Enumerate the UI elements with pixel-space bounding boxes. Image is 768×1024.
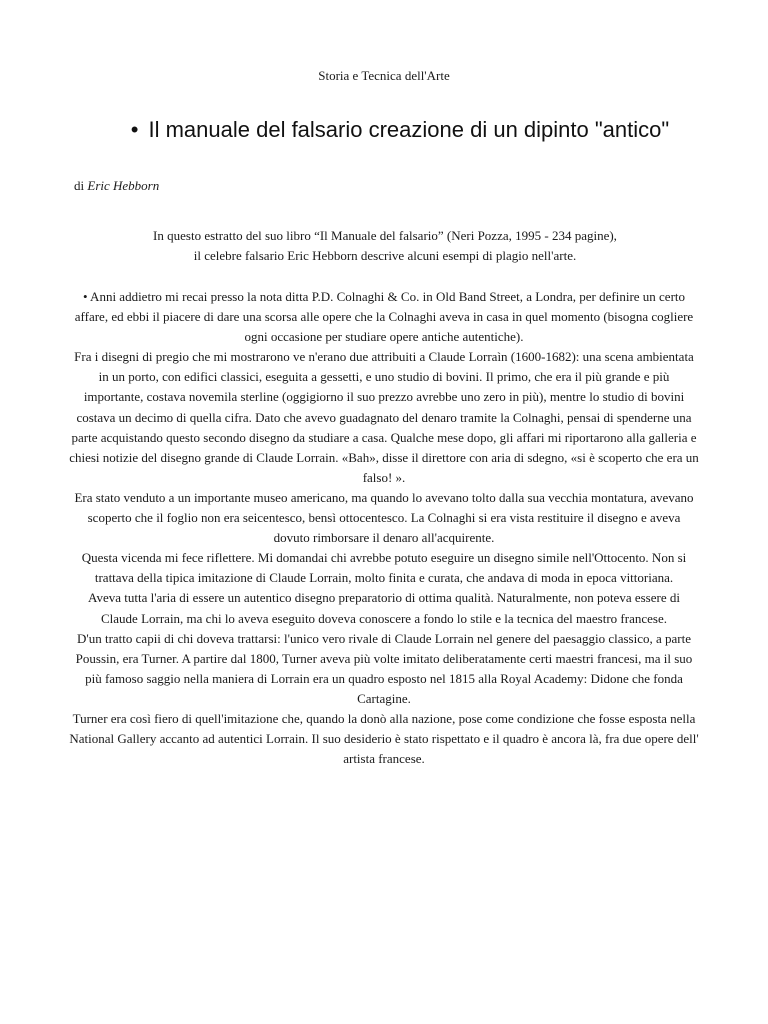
body-paragraph: • Anni addietro mi recai presso la nota ditta P.D. Colnaghi & Co. in Old Band Street, a Londra, per definire un certo affare, ed ebbi il piacere di dare una scorsa alle opere che la Colnaghi aveva in casa in quel momento (bisogna cogliere ogni occasione per studiare opere antiche autentiche).	[74, 289, 694, 345]
article-body	[68, 287, 700, 769]
title-text: Il manuale del falsario creazione di un dipinto "antico"	[148, 117, 670, 142]
article-title	[120, 116, 680, 144]
author-name: Eric Hebborn	[87, 178, 160, 193]
title-bullet: •	[130, 117, 139, 142]
body-paragraph: Era stato venduto a un importante museo americano, ma quando lo avevano tolto dalla sua vecchia montatura, avevano scoperto che il foglio non era seicentesco, bensì ottocentesco. La Colnaghi si era vista restituire il disegno e aveva dovuto rimborsare il denaro all'acquirente.	[74, 489, 694, 546]
page-header: Storia e Tecnica dell'Arte	[318, 68, 450, 83]
intro-text	[60, 226, 710, 265]
body-paragraph: Turner era così fiero di quell'imitazione che, quando la donò alla nazione, pose come condizione che fosse esposta nella National Gallery accanto ad autentici Lorrain. Il suo desiderio è stato rispettato e il quadro è ancora là, fra due opere dell' artista francese.	[69, 710, 699, 767]
body-paragraph: Fra i disegni di pregio che mi mostrarono ve n'erano due attribuiti a Claude Lorraìn (1600-1682): una scena ambientata in un porto, con edifici classici, eseguita a gessetti, e uno studio di bovini. Il primo, che era il più grande e più importante, costava novemila sterline (oggigiorno il suo prezzo avrebbe uno zero in più), mentre lo studio di bovini costava un decimo di quella cifra. Dato che avevo guadagnato del denaro tramite la Colnaghi, pensai di spenderne una parte acquistando questo secondo disegno da studiare a casa. Qualche mese dopo, gli affari mi riportarono alla galleria e chiesi notizie del disegno grande di Claude Lorrain. «Bah», disse il direttore con aria di sdegno, «si è scoperto che era un falso! ».	[69, 349, 699, 485]
body-paragraph: Questa vicenda mi fece riflettere. Mi domandai chi avrebbe potuto eseguire un disegno simile nell'Ottocento. Non si trattava della tipica imitazione di Claude Lorrain, molto finita e curata, che andava di moda in epoca vittoriana.	[81, 550, 687, 586]
byline	[74, 177, 159, 195]
intro-line: il celebre falsario Eric Hebborn descrive alcuni esempi di plagio nell'arte.	[193, 247, 577, 263]
body-paragraph: Aveva tutta l'aria di essere un autentico disegno preparatorio di ottima qualità. Naturalmente, non poteva essere di Claude Lorrain, ma chi lo aveva eseguito doveva conoscere a fondo lo stile e la tecnica del maestro francese.	[88, 590, 680, 626]
body-paragraph: D'un tratto capii di chi doveva trattarsi: l'unico vero rivale di Claude Lorrain nel genere del paesaggio classico, a parte Poussin, era Turner. A partire dal 1800, Turner aveva più volte imitato deliberatamente certi maestri francesi, ma il suo più famoso saggio nella maniera di Lorrain era un quadro esposto nel 1815 alla Royal Academy: Didone che fonda Cartagine.	[75, 630, 693, 706]
intro-line: In questo estratto del suo libro “Il Manuale del falsario” (Neri Pozza, 1995 - 234 pagine),	[153, 228, 617, 243]
byline-prefix: di	[74, 178, 85, 193]
